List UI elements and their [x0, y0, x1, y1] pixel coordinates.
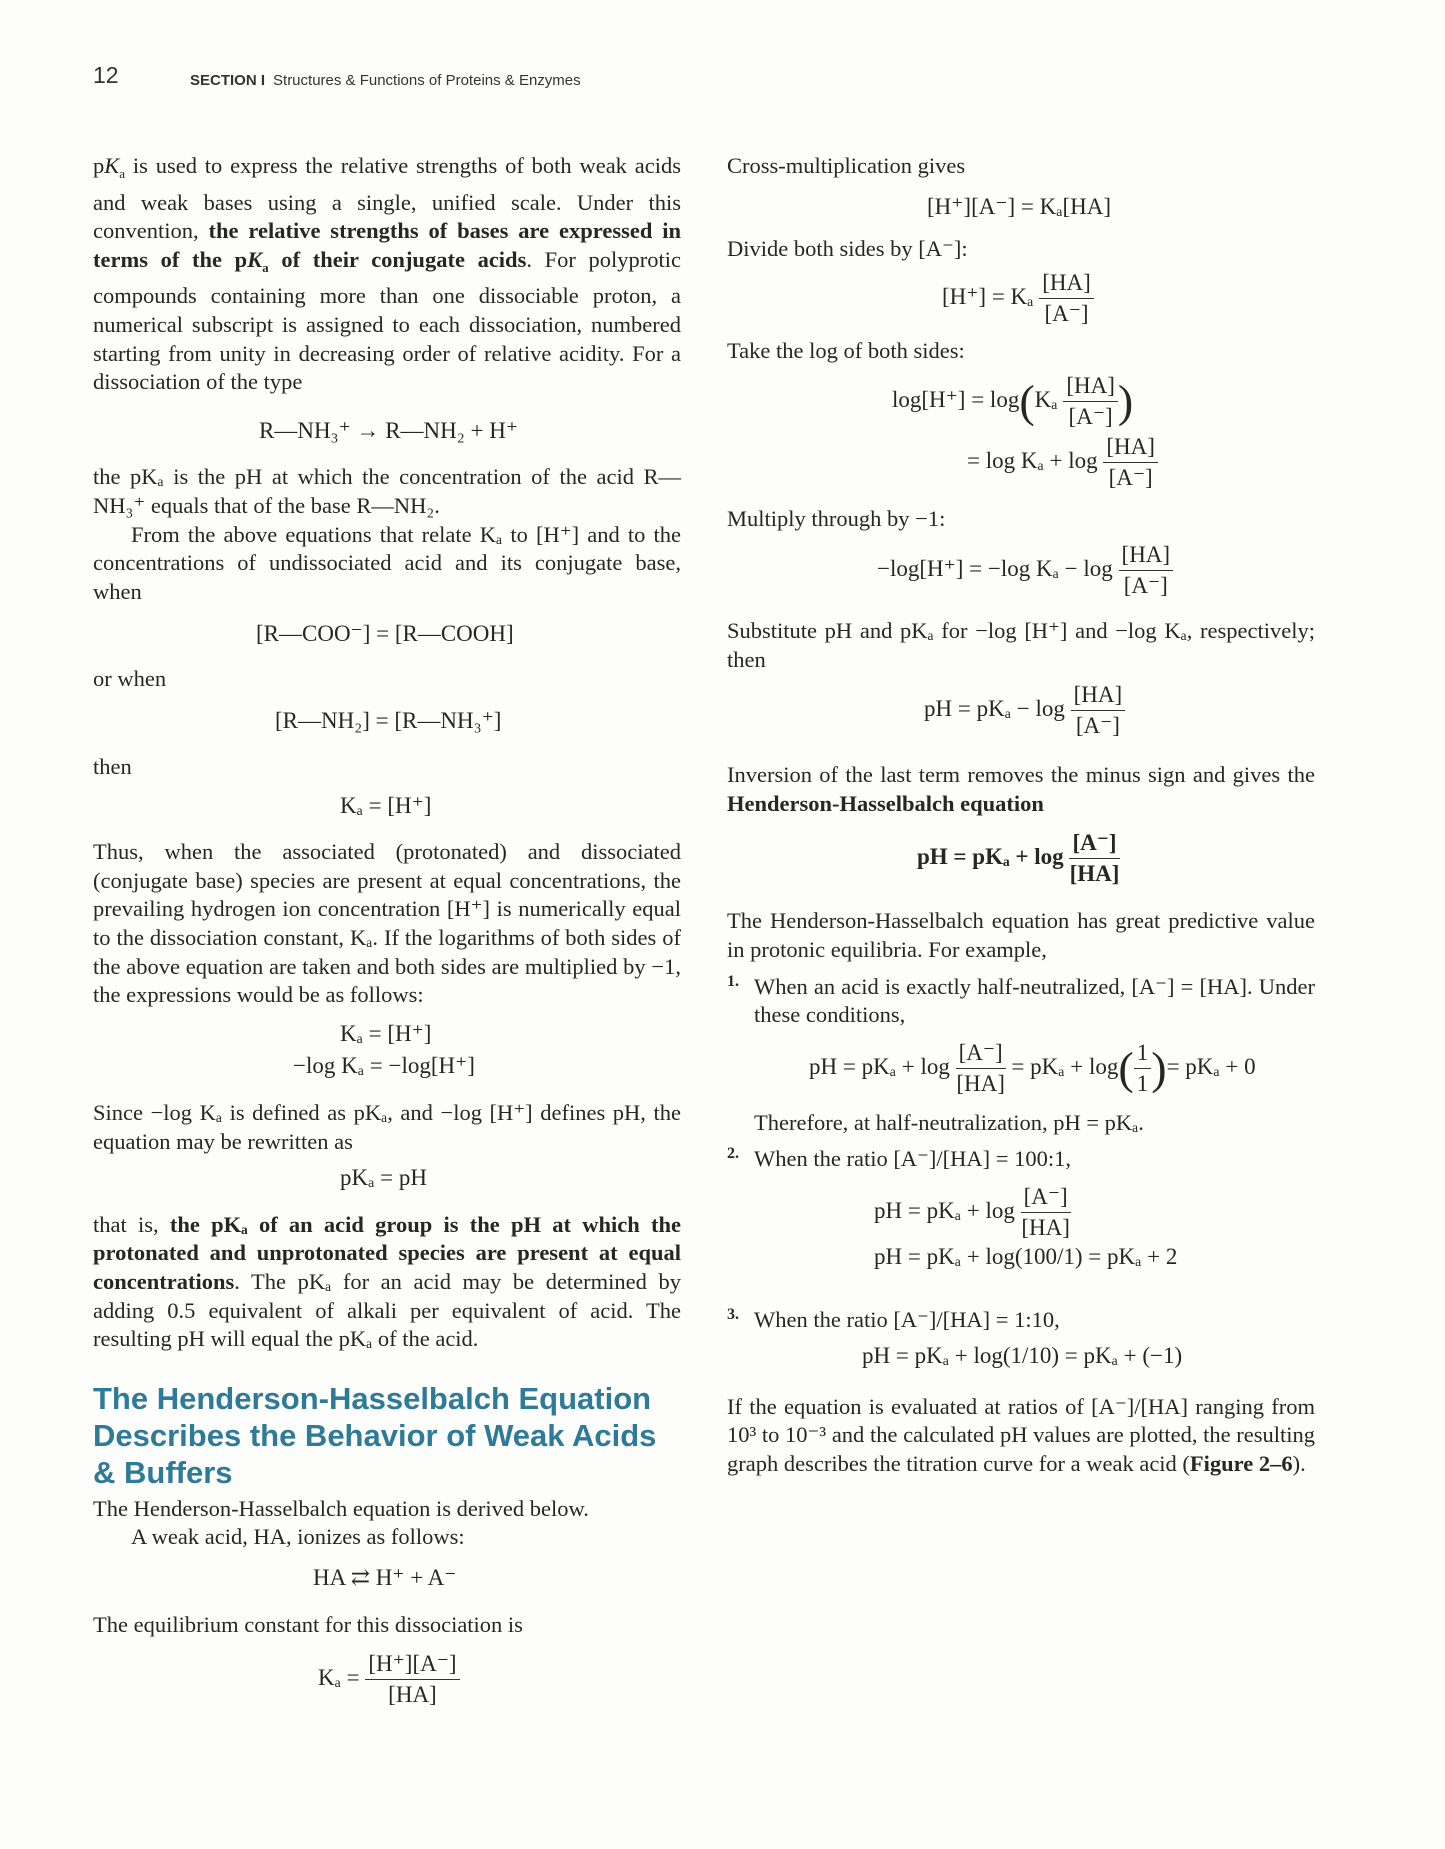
- equation-ka-definition: [318, 1649, 681, 1710]
- text: is used to express the relative strengths of both weak acids and weak bases using a single, unified scale. Under this convention,: [93, 153, 681, 244]
- paren: ): [1117, 375, 1134, 427]
- equation-ka-h: Kₐ = [H⁺]: [340, 1020, 432, 1046]
- text: . The pKₐ for an acid may be determined by adding 0.5 equivalent of alkali per equivalent of acid. The resulting pH will equal the pKₐ of the acid.: [93, 1269, 681, 1352]
- numerator: [HA]: [1063, 371, 1118, 402]
- item-text: When an acid is exactly half-neutralized, [A⁻] = [HA]. Under these conditions,: [754, 973, 1315, 1028]
- paragraph: [93, 1211, 681, 1354]
- item-text: Therefore, at half-neutralization, pH = pKₐ.: [754, 1109, 1144, 1135]
- text: If the equation is evaluated at ratios of [A⁻]/[HA] ranging from 10³ to 10⁻³ and the calculated pH values are plotted, the resulting graph describes the titration curve for a weak acid (: [727, 1393, 1315, 1476]
- equation-half-neutralized: [809, 1038, 1315, 1099]
- text: pH = pKₐ + log: [917, 844, 1064, 870]
- numerator: [A⁻]: [1021, 1182, 1071, 1213]
- equation-ha-ionization: HA ⇄ H⁺ + A⁻: [313, 1564, 457, 1590]
- paragraph: the pKₐ is the pH at which the concentration of the acid R—NH₃⁺ equals that of the base R—NH₂.: [93, 464, 681, 518]
- equation-ka-h: Kₐ = [H⁺]: [340, 792, 432, 818]
- page-number: 12: [93, 62, 119, 88]
- paragraph: Multiply through by −1:: [727, 506, 946, 532]
- paragraph: Divide both sides by [A⁻]:: [727, 236, 968, 262]
- item-text: When the ratio [A⁻]/[HA] = 100:1,: [754, 1146, 1071, 1172]
- fraction: [956, 1038, 1006, 1099]
- numerator: [HA]: [1071, 680, 1126, 711]
- text: pH = pKₐ − log: [924, 695, 1065, 721]
- text: = pKₐ + log: [1011, 1053, 1119, 1079]
- fraction: [1069, 828, 1119, 889]
- equation-multiply-neg: [877, 540, 1315, 601]
- text: Kₐ =: [318, 1664, 360, 1690]
- paragraph: The equilibrium constant for this dissociation is: [93, 1611, 523, 1637]
- item-number: 3.: [727, 1305, 739, 1323]
- equation-cross-mult: [H⁺][A⁻] = Kₐ[HA]: [927, 193, 1112, 219]
- fraction: [1119, 540, 1174, 601]
- numerator: [H⁺][A⁻]: [365, 1649, 459, 1680]
- equation-ratio-100-result: pH = pKₐ + log(100/1) = pKₐ + 2: [874, 1243, 1178, 1269]
- fraction: [1039, 268, 1094, 329]
- item-text: When the ratio [A⁻]/[HA] = 1:10,: [754, 1306, 1060, 1332]
- section-title: Structures & Functions of Proteins & Enzymes: [273, 72, 581, 89]
- denominator: [A⁻]: [1075, 713, 1120, 739]
- fraction: [365, 1649, 459, 1710]
- denominator: [HA]: [956, 1070, 1005, 1096]
- fraction: [1134, 1038, 1152, 1099]
- example-list: [727, 973, 1315, 1371]
- equation-pka-ph: pKₐ = pH: [340, 1165, 427, 1191]
- section-heading: The Henderson-Hasselbalch Equation Describes the Behavior of Weak Acids & Buffers: [93, 1380, 657, 1490]
- equation-neg-log: −log Kₐ = −log[H⁺]: [293, 1053, 475, 1079]
- text: −log[H⁺] = −log Kₐ − log: [877, 555, 1113, 581]
- denominator: [A⁻]: [1044, 300, 1089, 326]
- bold-text: the pKₐ of an acid group is the pH at which the protonated and unprotonated species are present at equal concentrations: [93, 1211, 682, 1294]
- equation-log-expanded: [967, 432, 1315, 493]
- equation-ratio-1-10: pH = pKₐ + log(1/10) = pKₐ + (−1): [862, 1343, 1183, 1369]
- text: = pKₐ + 0: [1166, 1053, 1256, 1079]
- numerator: [HA]: [1039, 268, 1094, 299]
- numerator: [HA]: [1119, 540, 1174, 571]
- paragraph: [727, 761, 1315, 818]
- fraction: [1063, 371, 1118, 432]
- equation-ph-minus: [924, 680, 1315, 741]
- denominator: [A⁻]: [1108, 465, 1153, 491]
- paragraph: Substitute pH and pKₐ for −log [H⁺] and −log Kₐ, respectively; then: [727, 617, 1315, 672]
- text-then: then: [93, 754, 132, 780]
- paren: (: [1019, 375, 1035, 427]
- numerator: 1: [1134, 1038, 1152, 1069]
- paren: (: [1118, 1042, 1134, 1094]
- text: [H⁺] = Kₐ: [942, 283, 1034, 309]
- equation-ratio-100: [874, 1182, 1315, 1243]
- text-or-when: or when: [93, 665, 167, 691]
- left-column: [93, 152, 681, 1710]
- denominator: [HA]: [1069, 861, 1120, 887]
- equation-henderson-hasselbalch: [917, 828, 1315, 889]
- denominator: 1: [1136, 1070, 1149, 1096]
- bold-text: of their conjugate acids: [281, 246, 527, 272]
- bold-text: the relative strengths of bases are expressed in terms of the p: [93, 218, 681, 272]
- paragraph: The Henderson-Hasselbalch equation has great predictive value in protonic equilibria. For example,: [727, 908, 1315, 962]
- figure-reference: Figure 2–6: [1189, 1450, 1293, 1476]
- list-item: [727, 1145, 1315, 1271]
- text: pH = pKₐ + log: [809, 1053, 950, 1079]
- paragraph: [727, 1393, 1315, 1479]
- equation-log-both: [892, 371, 1315, 432]
- text: Kₐ: [1034, 387, 1058, 413]
- paragraph: A weak acid, HA, ionizes as follows:: [131, 1524, 465, 1550]
- equation-h-ka-ratio: [942, 268, 1315, 329]
- text: Inversion of the last term removes the minus sign and gives the: [727, 762, 1315, 788]
- text: = log Kₐ + log: [967, 448, 1098, 474]
- text: . For polyprotic compounds containing more than one dissociable proton, a numerical subscript is assigned to each dissociation, numbered starting from unity in decreasing order of relative acidity. For a dissociation of the type: [93, 246, 682, 395]
- paragraph: The Henderson-Hasselbalch equation is derived below.: [93, 1495, 589, 1521]
- numerator: [HA]: [1103, 432, 1158, 463]
- text: pH = pKₐ + log: [874, 1197, 1015, 1223]
- list-item: [727, 1306, 1315, 1371]
- numerator: [A⁻]: [1069, 828, 1119, 859]
- text: log[H⁺] = log: [892, 387, 1020, 413]
- text: that is,: [93, 1211, 159, 1237]
- paren: ): [1151, 1042, 1167, 1094]
- numerator: [A⁻]: [956, 1038, 1006, 1069]
- bold-text: Henderson-Hasselbalch equation: [727, 790, 1044, 816]
- denominator: [A⁻]: [1068, 404, 1113, 430]
- equation-amine-equal: [R—NH₂] = [R—NH₃⁺]: [275, 707, 502, 733]
- paragraph: From the above equations that relate Kₐ to [H⁺] and to the concentrations of undissociated acid and its conjugate base, when: [93, 521, 681, 604]
- denominator: [HA]: [1021, 1214, 1070, 1240]
- denominator: [A⁻]: [1123, 572, 1168, 598]
- paragraph-pka-intro: $pK_a$ is used to express the relative strengths of both weak acids and weak bases using a single, unified scale. Under this convention, the relative strengths of bases are expressed in terms of the $pK_a$ of their conjugate acids. For polyprotic compounds containing more than one dissociable proton, a numerical subscript is assigned to each dissociation, numbered starting from unity in decreasing order of relative acidity. For a dissociation of the type: [93, 153, 682, 395]
- fraction: [1103, 432, 1158, 493]
- paragraph: Take the log of both sides:: [727, 337, 965, 363]
- page-header: [93, 62, 1343, 102]
- fraction: [1071, 680, 1126, 741]
- item-number: 1.: [727, 972, 739, 990]
- running-head: [190, 72, 581, 89]
- equation-amine-dissociation: R—NH₃⁺ → R—NH₂ + H⁺: [259, 417, 519, 443]
- section-label: SECTION I: [190, 72, 266, 89]
- right-column: [727, 152, 1315, 1478]
- list-item: [727, 973, 1315, 1138]
- item-number: 2.: [727, 1145, 739, 1163]
- fraction: [1021, 1182, 1071, 1243]
- paragraph: Thus, when the associated (protonated) and dissociated (conjugate base) species are present at equal concentrations, the prevailing hydrogen ion concentration [H⁺] is numerically equal to the dissociation constant, Kₐ. If the logarithms of both sides of the above equation are taken and both sides are multiplied by −1, the expressions would be as follows:: [93, 839, 681, 1008]
- denominator: [HA]: [388, 1682, 437, 1708]
- text: ).: [1292, 1450, 1306, 1476]
- equation-carboxyl-equal: [R—COO⁻] = [R—COOH]: [256, 621, 514, 647]
- paragraph: Since −log Kₐ is defined as pKₐ, and −log [H⁺] defines pH, the equation may be rewritten as: [93, 1100, 681, 1154]
- paragraph: Cross-multiplication gives: [727, 153, 966, 178]
